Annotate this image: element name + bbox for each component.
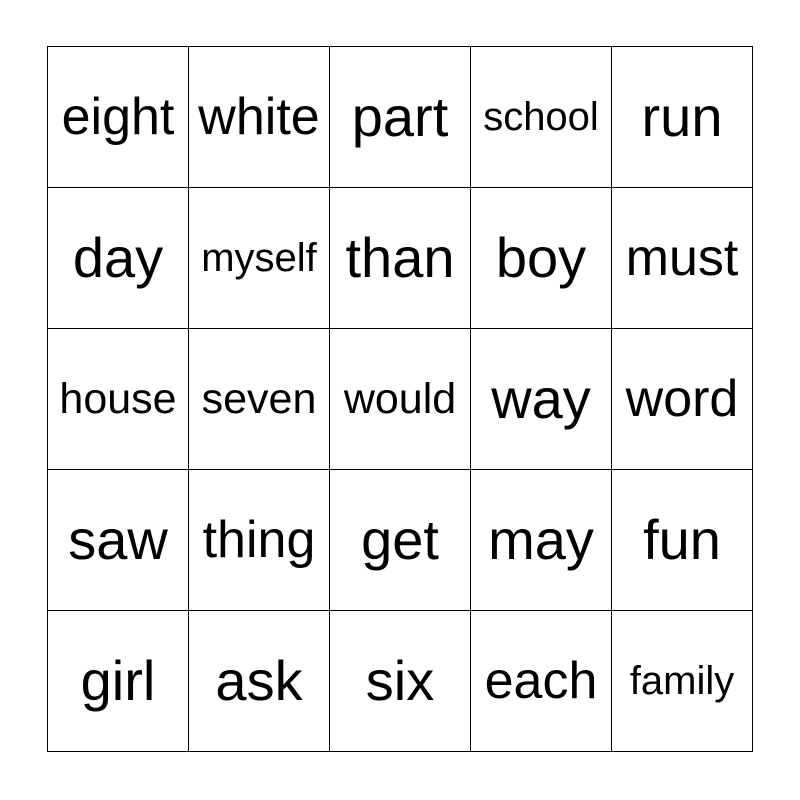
bingo-cell-r2c5[interactable]: must bbox=[612, 188, 753, 329]
bingo-cell-r4c2[interactable]: thing bbox=[189, 470, 330, 611]
bingo-cell-r2c1[interactable]: day bbox=[48, 188, 189, 329]
bingo-cell-r2c2[interactable]: myself bbox=[189, 188, 330, 329]
bingo-cell-r5c2[interactable]: ask bbox=[189, 611, 330, 752]
bingo-cell-r4c5[interactable]: fun bbox=[612, 470, 753, 611]
bingo-cell-r1c4[interactable]: school bbox=[471, 47, 612, 188]
bingo-card bbox=[47, 46, 753, 752]
bingo-cell-r3c5[interactable]: word bbox=[612, 329, 753, 470]
bingo-cell-r1c2[interactable]: white bbox=[189, 47, 330, 188]
bingo-cell-r3c1[interactable]: house bbox=[48, 329, 189, 470]
bingo-cell-r3c4[interactable]: way bbox=[471, 329, 612, 470]
bingo-cell-r1c3[interactable]: part bbox=[330, 47, 471, 188]
bingo-cell-r3c2[interactable]: seven bbox=[189, 329, 330, 470]
bingo-cell-r4c4[interactable]: may bbox=[471, 470, 612, 611]
bingo-cell-r5c1[interactable]: girl bbox=[48, 611, 189, 752]
bingo-cell-r5c4[interactable]: each bbox=[471, 611, 612, 752]
bingo-cell-r5c5[interactable]: family bbox=[612, 611, 753, 752]
bingo-cell-r4c3[interactable]: get bbox=[330, 470, 471, 611]
bingo-cell-r3c3[interactable]: would bbox=[330, 329, 471, 470]
bingo-cell-r2c4[interactable]: boy bbox=[471, 188, 612, 329]
bingo-cell-r4c1[interactable]: saw bbox=[48, 470, 189, 611]
bingo-cell-r2c3[interactable]: than bbox=[330, 188, 471, 329]
bingo-cell-r1c1[interactable]: eight bbox=[48, 47, 189, 188]
bingo-cell-r5c3[interactable]: six bbox=[330, 611, 471, 752]
bingo-cell-r1c5[interactable]: run bbox=[612, 47, 753, 188]
